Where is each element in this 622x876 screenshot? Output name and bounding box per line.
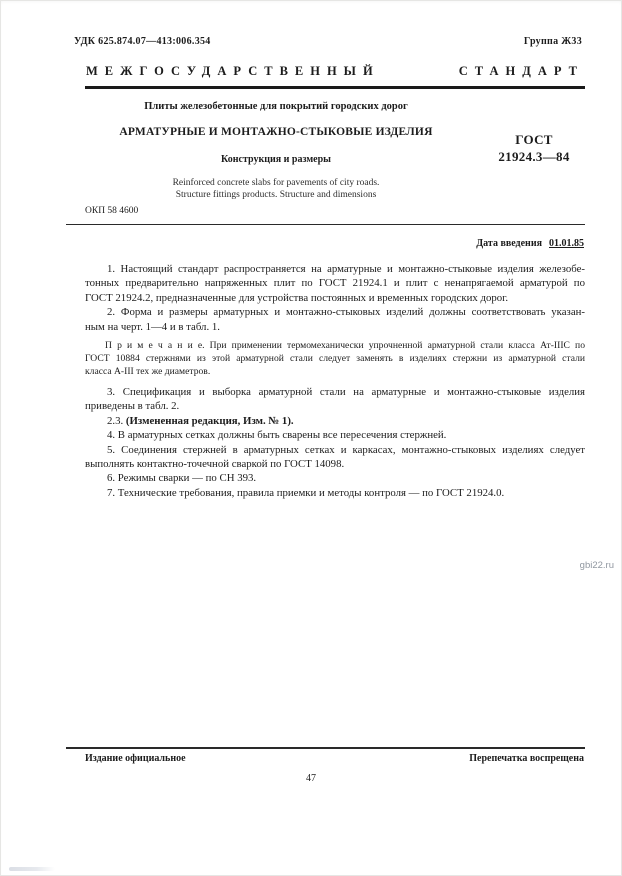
amendment-line [85, 414, 585, 428]
title-subtitle: Конструкция и размеры [221, 154, 331, 165]
title-subject: Плиты железобетонные для покрытий городских дорог [144, 101, 408, 112]
gost-number: 21924.3—84 [498, 148, 570, 164]
para7-line: 7. Технические требования, правила приемки и методы контроля — по ГОСТ 21924.0. [107, 486, 505, 499]
para1-line: тонных предварительно напряженных плит по ГОСТ 21924.1 и плит с ненапрягаемой арматурой по [85, 277, 585, 290]
para2-line: ным на черт. 1—4 и в табл. 1. [85, 320, 220, 333]
site-watermark: gbi22.ru [579, 560, 614, 571]
group-code: Группа Ж33 [523, 36, 582, 47]
footer-reprint-note: Перепечатка воспрещена [469, 753, 584, 764]
effective-date-label: Дата введения [476, 238, 542, 249]
scan-artifact-mark [9, 867, 55, 871]
effective-date [85, 238, 584, 249]
body-text [85, 262, 585, 500]
para2-line: 2. Форма и размеры арматурных и монтажно-стыковых изделий должны соответствовать указан- [107, 306, 585, 319]
para5-line: 5. Соединения стержней в арматурных сетках и каркасах, монтажно-стыковых изделиях следует [107, 443, 585, 456]
standard-kind-word1: МЕЖГОСУДАРСТВЕННЫЙ [86, 64, 380, 78]
footer-edition-note: Издание официальное [85, 753, 186, 764]
page-number: 47 [306, 773, 316, 784]
title-english-line2: Structure fittings products. Structure and dimensions [175, 189, 377, 200]
title-block [85, 101, 467, 201]
para5-line: выполнять контактно-точечной сваркой по ГОСТ 14098. [85, 458, 345, 471]
amendment-prefix: 2.3. [107, 414, 126, 427]
para1-line: 1. Настоящий стандарт распространяется на арматурные и монтажно-стыковые изделия железобе- [107, 263, 585, 275]
udk-code: УДК 625.874.07—413:006.354 [74, 36, 211, 47]
standard-kind-word2: СТАНДАРТ [458, 64, 584, 78]
note-line: ГОСТ 10884 стержнями из этой арматурной стали следует заменять в изделиях стержни из арматурной стали [85, 353, 585, 365]
header-classification-row [74, 36, 582, 47]
para6-line: 6. Режимы сварки — по СН 393. [107, 472, 257, 485]
standard-kind-heading [86, 64, 584, 79]
para3-line: приведены в табл. 2. [85, 400, 180, 413]
okp-code: ОКП 58 4600 [85, 206, 139, 216]
note-block [85, 339, 585, 378]
note-line: П р и м е ч а н и е. При применении термомеханически упрочненной арматурной стали класса Ат-IIIС по [105, 340, 585, 352]
para3-line: 3. Спецификация и выборка арматурной стали на арматурные и монтажно-стыковые изделия [107, 386, 585, 399]
para1-line: ГОСТ 21924.2, предназначенные для устройства постоянных и временных городских дорог. [85, 291, 509, 304]
title-english [85, 178, 467, 201]
gost-label: ГОСТ [515, 132, 553, 147]
gost-designation [478, 132, 590, 165]
header-thick-rule [85, 86, 585, 89]
para4-line: 4. В арматурных сетках должны быть сварены все пересечения стержней. [107, 429, 447, 442]
effective-date-value: 01.01.85 [549, 238, 584, 249]
title-separator-rule [66, 224, 585, 225]
title-main: АРМАТУРНЫЕ И МОНТАЖНО-СТЫКОВЫЕ ИЗДЕЛИЯ [119, 126, 433, 138]
title-english-line1: Reinforced concrete slabs for pavements of city roads. [172, 178, 380, 188]
footer-rule [66, 747, 585, 749]
footer-row [85, 753, 584, 764]
amendment-bold-text: (Измененная редакция, Изм. № 1). [125, 414, 294, 427]
note-line: класса А-III тех же диаметров. [85, 366, 211, 378]
